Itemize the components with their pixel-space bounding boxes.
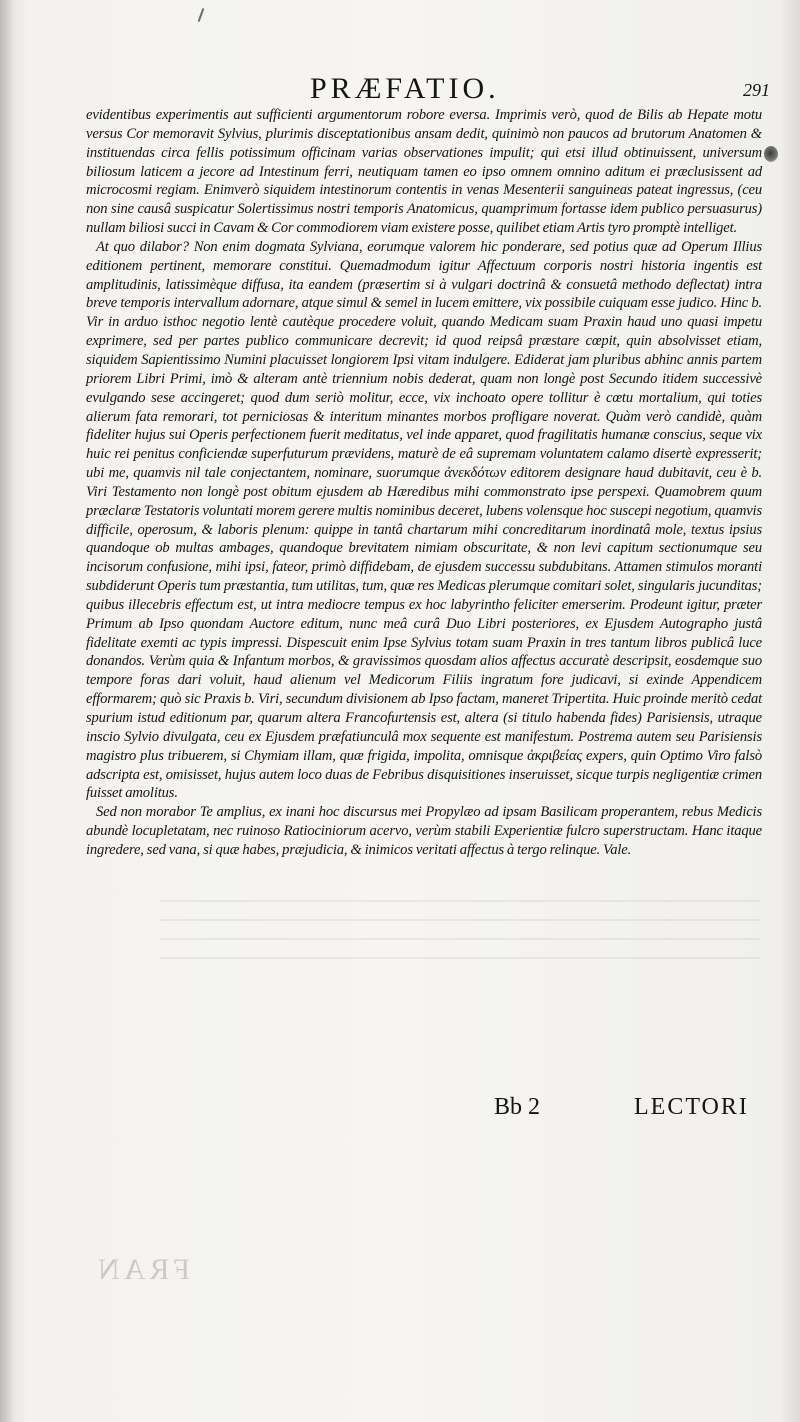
running-head [0, 72, 800, 106]
paragraph: Sed non morabor Te amplius, ex inani hoc discursus mei Propylæo ad ipsam Basilicam properantem, rebus Medicis abundè locupletatam, nec ruinoso Ratiociniorum acervo, verùm stabili Experientiæ fulcro superstructam. Hanc itaque ingredere, sed vana, si quæ habes, præjudicia, & inimicos veritati affectus à tergo relinque. Vale. [86, 804, 762, 858]
paragraph: At quo dilabor? Non enim dogmata Sylviana, eorumque valorem hic ponderare, sed potius quæ ad Operum Illius editionem pertinent, memorare constitui. Quemadmodum igitur Affectuum corporis nostri historia ingentis est amplitudinis, latissimèque diffusa, ita eandem (præsertim si à vulgari doctrinâ & consuetâ methodo deflectat) intra breve temporis intervallum adornare, atque simul & semel in lucem emittere, vix possibile cuiquam esse judico. Hinc b. Vir in arduo isthoc negotio lentè cautèque procedere voluit, quando Medicam suam Praxin haud uno quasi impetu exprimere, sed per partes publico communicare decrevit; id quod reipsâ præstare cœpit, quin absolvisset etiam, siquidem Sapientissimo Numini placuisset longiorem Ipsi vitam indulgere. Ediderat jam pluribus abhinc annis partem priorem Libri Primi, imò & alteram antè triennium nobis dederat, quam non longè post Secundo itidem successivè evulgando sese accingeret; quod dum seriò molitur, ecce, vix inchoato opere tollitur è cœtu mortalium, qui toties alierum fata remorari, tot perniciosas & interitum minantes morbos profligare noverat. Quàm verò candidè, quàm fideliter hujus sui Operis perfectionem fuerit meditatus, vel inde apparet, quod fragilitatis humanæ conscius, seque vix huic rei penitus conficiendæ superfuturum prævidens, maturè de eâ supremam voluntatem calamo disertè expresserit; ubi me, quamvis nil tale conjectantem, nominare, suorumque ἀνεκδότων editorem designare haud dubitavit, ceu è b. Viri Testamento non longè post obitum ejusdem ab Hæredibus mihi commonstrato ipse perspexi. Quamobrem quum præclaræ Testatoris voluntati morem gerere multis nominibus deceret, lubens volensque hoc suscepi negotium, quamvis difficile, operosum, & laboris plenum: quippe in tantâ chartarum mihi concreditarum inordinatâ mole, textus ipsius quandoque ob multas ambages, quandoque brevitatem nimiam obscuritate, & non levi capitum sectionumque seu incisorum confusione, mihi ipsi, fateor, primò diffidebam, de ejusdem successu subdubitans. Attamen stimulos moranti subdiderunt Operis tum præstantia, tum utilitas, tum, quæ res Medicas plerumque comitari solet, singularis jucunditas; quibus illecebris effectum est, ut intra mediocre tempus ex hoc labyrintho feliciter emerserim. Prodeunt igitur, præter Primum ab Ipso quondam Auctore editum, nunc meâ curâ Duo Libri posteriores, ex Ejusdem Autographo justâ fidelitate exemti ac typis impressi. Dispescuit enim Ipse Sylvius totam suam Praxin in tres tantum libros publicâ luce donandos. Verùm quia & Infantum morbos, & gravissimos quosdam alios affectus accuratè descripsit, eosdemque suo tempore foras dari voluit, haud alienum vel Medicorum Filiis ingratum fore judicavi, si exinde Appendicem efformarem; quò sic Praxis b. Viri, secundum divisionem ab Ipso factam, maneret Tripertita. Huic proinde meritò cedat spurium istud editionum par, quarum altera Francofurtensis est, altera (si titulo habenda fides) Parisiensis, utraque inscio Sylvio divulgata, ceu ex Ejusdem præfatiunculâ mox sequente est manifestum. Postrema autem seu Parisiensis magistro plus tribuerem, si Chymiam illam, quæ frigida, impolita, omnisque ἀκριβείας expers, quin Optimo Viro falsò adscripta est, omisisset, hujus autem loco duas de Febribus disquisitiones inseruisset, sicque turpis negligentiæ crimen fuisset amolitus. [86, 238, 762, 802]
page-title: PRÆFATIO. [310, 72, 500, 105]
bleed-through-text: FRAN [94, 1253, 191, 1286]
paragraph: evidentibus experimentis aut sufficienti argumentorum robore eversa. Imprimis verò, quod de Bilis ab Hepate motu versus Cor memoravit Sylvius, plurimis disceptationibus ansam dedit, quinimò non paucos ad brutorum Anatomen & instituendas circa fellis potissimum officinam varias observationes impulit; qui etsi illud obtinuissent, universum biliosum laticem a jecore ad Intestinum ferri, neutiquam tamen eo ipso omnem omnino aditum ei præclusissent ad microcosmi regiam. Enimverò siquidem intestinorum contentis in venas Mesenterii sanguineas pateat ingressus, (ceu non sine causâ suspicatur Solertissimus nostri temporis Anatomicus, quamprimum fortasse idem publico persuasurus) nullam biliosi succi in Cavam & Cor commodiorem viam existere posse, quilibet etiam Artis tyro promptè intelliget. [86, 107, 762, 237]
gutter-shadow [0, 0, 14, 1422]
catchword: LECTORI [634, 1094, 749, 1120]
page-number: 291 [743, 80, 770, 100]
ink-mark [198, 8, 205, 22]
bleed-through-lines [160, 900, 760, 960]
preface-body [86, 106, 762, 860]
signature-mark: Bb 2 [494, 1094, 541, 1120]
page-footer [0, 1092, 800, 1126]
ink-blot [764, 146, 778, 162]
